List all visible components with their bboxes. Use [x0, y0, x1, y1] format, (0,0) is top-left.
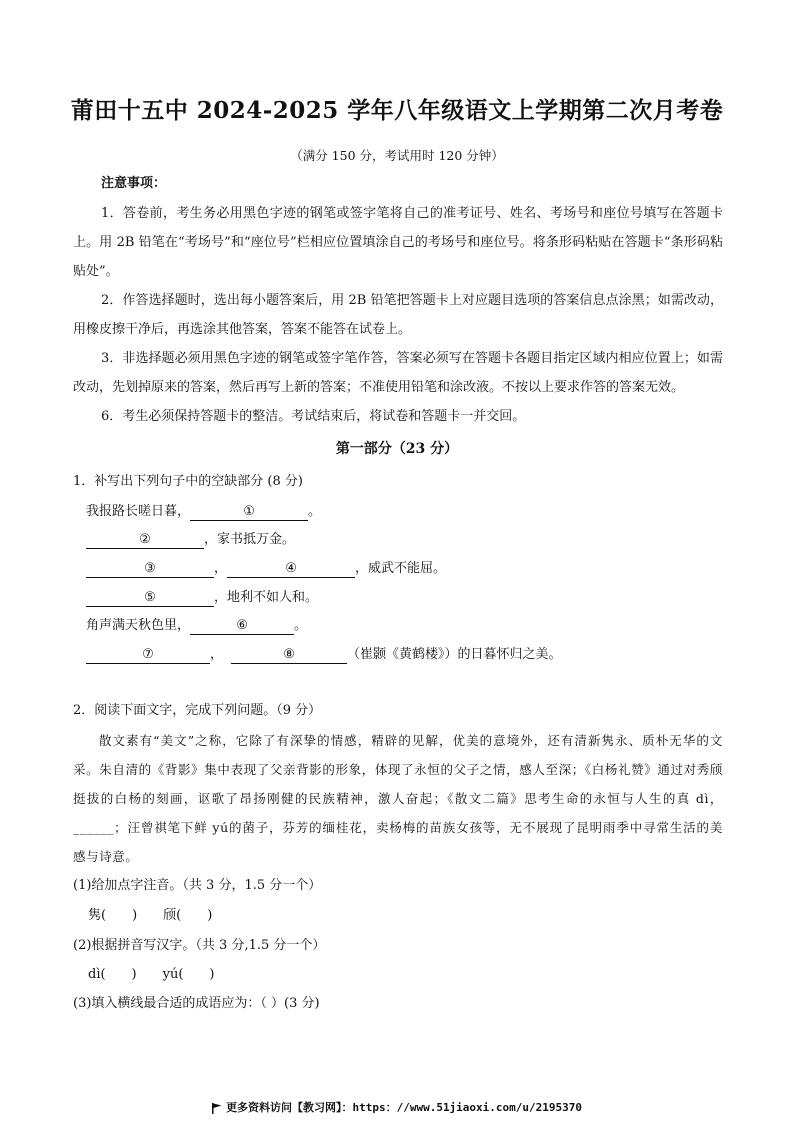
section-heading: 第一部分（23 分） [335, 441, 459, 457]
notice-item: 6．考生必须保持答题卡的整洁。考试结束后，将试卷和答题卡一并交回。 [101, 409, 526, 424]
q2-sub-1: (1)给加点字注音。（共 3 分，1.5 分一个） [73, 878, 322, 893]
blank-4[interactable]: ④ [227, 560, 355, 578]
blank-8[interactable]: ⑧ [231, 646, 347, 664]
q2-sub-2: (2)根据拼音写汉字。（共 3 分,1.5 分一个） [73, 938, 326, 953]
blank-1[interactable]: ① [190, 503, 308, 521]
notice-item: 3．非选择题必须用黑色字迹的钢笔或签字笔作答，答案必须写在答题卡各题目指定区域内相应位置上；如需改动，先划掉原来的答案，然后再写上新的答案；不准使用铅笔和涂改液。不按以上要求作答的答案无效。 [73, 351, 723, 395]
notice-heading: 注意事项： [101, 176, 167, 191]
q1-line-1 [86, 500, 321, 521]
footer [0, 1099, 794, 1115]
line-text: ，地利不如人和。 [214, 590, 319, 605]
blank-6[interactable]: ⑥ [190, 617, 294, 635]
line-text: 我报路长嗟日暮， [86, 504, 191, 519]
line-text: ， [214, 561, 228, 576]
line-text: ，威武不能屈。 [355, 561, 447, 576]
q2-sub-2-answer[interactable]: dì( ) yú( ) [88, 967, 215, 982]
blank-2[interactable]: ② [86, 531, 204, 549]
q2-sub-3: (3)填入横线最合适的成语应为：（ ）(3 分) [73, 996, 320, 1011]
question-1-stem: 1．补写出下列句子中的空缺部分 (8 分) [73, 474, 303, 489]
q1-line-4 [86, 586, 318, 607]
reading-passage [73, 726, 723, 871]
q1-line-6 [86, 643, 562, 664]
q2-sub-1-answer[interactable]: 隽( ) 颀( ) [88, 908, 213, 923]
blank-3[interactable]: ③ [86, 560, 214, 578]
notice-item: 2．作答选择题时，选出每小题答案后，用 2B 铅笔把答题卡上对应题目选项的答案信息点涂黑；如需改动，用橡皮擦干净后，再选涂其他答案，答案不能答在试卷上。 [73, 293, 723, 337]
line-text: 角声满天秋色里， [86, 618, 191, 633]
q1-line-2 [86, 528, 295, 549]
line-text: 。 [308, 504, 322, 519]
line-text: ，家书抵万金。 [204, 532, 296, 547]
line-text: （崔颢《黄鹤楼》）的日暮怀归之美。 [347, 647, 562, 662]
blank-5[interactable]: ⑤ [86, 589, 214, 607]
page-subtitle: （满分 150 分，考试用时 120 分钟） [290, 148, 504, 163]
q1-line-5 [86, 614, 307, 635]
question-2-stem: 2．阅读下面文字，完成下列问题。（9 分） [73, 703, 322, 718]
passage-text: 散文素有“美文”之称，它除了有深挚的情感，精辟的见解，优美的意境外，还有清新隽永、质朴无华的文采。朱自清的《背影》集中表现了父亲背影的形象，体现了永恒的父子之情，感人至深；《白杨礼赞》通过对秀颀挺拔的白杨的刻画，讴歌了昂扬刚健的民族精神，激人奋起；《散文二篇》思考生命的永恒与人生的真 dì，______；汪曾祺笔下鲜 yú的菌子，芬芳的缅桂花，卖杨梅的苗族女孩等，无不展现了昆明雨季中寻常生活的美感与诗意。 [73, 733, 723, 864]
blank-7[interactable]: ⑦ [86, 646, 210, 664]
notice-item: 1．答卷前，考生务必用黑色字迹的钢笔或签字笔将自己的准考证号、姓名、考场号和座位号填写在答题卡上。用 2B 铅笔在“考场号”和“座位号”栏相应位置填涂自己的考场号和座位号。将条形码粘贴在答题卡“条形码粘贴处”。 [73, 206, 723, 279]
line-text: 。 [294, 618, 308, 633]
footer-link[interactable]: 更多资料访问【教习网】：https：//www.51jiaoxi.com/u/2195370 [225, 1101, 583, 1114]
line-text: ， [210, 647, 224, 662]
q1-line-3 [86, 557, 446, 578]
page-title: 莆田十五中 2024-2025 学年八年级语文上学期第二次月考卷 [70, 97, 724, 124]
flag-icon [212, 1103, 222, 1114]
notice-list [73, 199, 723, 431]
